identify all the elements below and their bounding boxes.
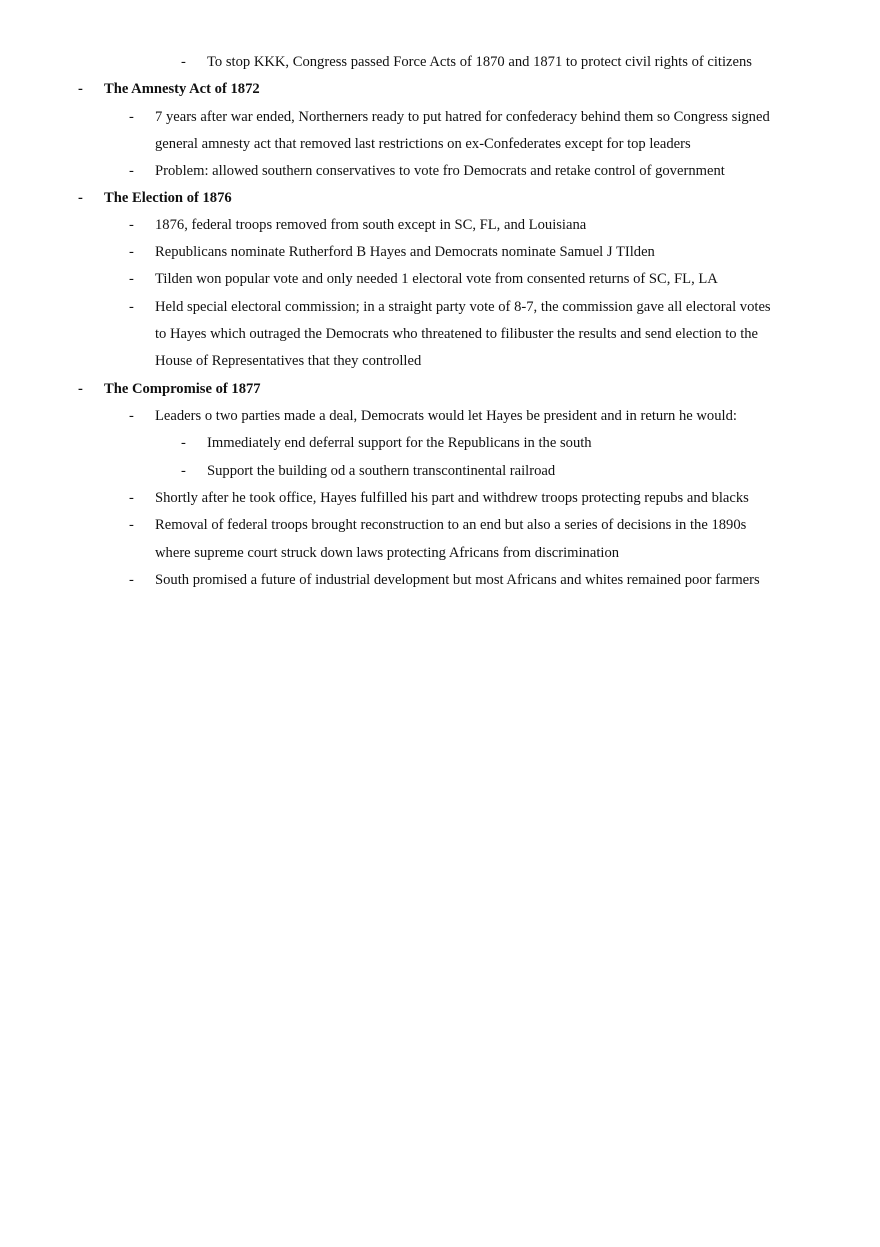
section-heading-compromise-1877: The Compromise of 1877	[104, 381, 261, 397]
bullet-dash: -	[181, 54, 186, 70]
sub-list-item: Support the building od a southern transcontinental railroad	[207, 463, 556, 479]
bullet-dash: -	[129, 490, 134, 506]
section-bullet: -	[78, 381, 83, 397]
section-bullet: -	[78, 81, 83, 97]
bullet-dash: -	[129, 244, 134, 260]
section-heading-amnesty-act: The Amnesty Act of 1872	[104, 81, 260, 97]
list-item-line: general amnesty act that removed last restrictions on ex-Confederates except for top leaders	[155, 136, 691, 152]
bullet-dash: -	[181, 463, 186, 479]
bullet-dash: -	[181, 435, 186, 451]
list-item-line: Held special electoral commission; in a straight party vote of 8-7, the commission gave all electoral votes	[155, 299, 771, 315]
list-item-line: where supreme court struck down laws protecting Africans from discrimination	[155, 545, 620, 561]
bullet-dash: -	[129, 408, 134, 424]
section-heading-election-1876: The Election of 1876	[104, 190, 232, 206]
list-item-line: Removal of federal troops brought reconstruction to an end but also a series of decisions in the 1890s	[155, 517, 747, 533]
intro-item-text: To stop KKK, Congress passed Force Acts of 1870 and 1871 to protect civil rights of citizens	[207, 54, 752, 70]
list-item-line: South promised a future of industrial development but most Africans and whites remained poor farmers	[155, 572, 760, 588]
list-item-line: House of Representatives that they controlled	[155, 353, 422, 369]
list-item-line: to Hayes which outraged the Democrats who threatened to filibuster the results and send election to the	[155, 326, 759, 342]
bullet-dash: -	[129, 217, 134, 233]
section-bullet: -	[78, 190, 83, 206]
bullet-dash: -	[129, 517, 134, 533]
bullet-dash: -	[129, 271, 134, 287]
list-item-line: Leaders o two parties made a deal, Democrats would let Hayes be president and in return he would:	[155, 408, 737, 424]
list-item-line: 1876, federal troops removed from south except in SC, FL, and Louisiana	[155, 217, 587, 233]
bullet-dash: -	[129, 109, 134, 125]
list-item-line: Shortly after he took office, Hayes fulfilled his part and withdrew troops protecting repubs and blacks	[155, 490, 749, 506]
bullet-dash: -	[129, 572, 134, 588]
list-item-line: Republicans nominate Rutherford B Hayes and Democrats nominate Samuel J TIlden	[155, 244, 655, 260]
list-item-line: 7 years after war ended, Northerners ready to put hatred for confederacy behind them so Congress signed	[155, 109, 770, 125]
bullet-dash: -	[129, 163, 134, 179]
list-item-line: Problem: allowed southern conservatives to vote fro Democrats and retake control of government	[155, 163, 725, 179]
sub-list-item: Immediately end deferral support for the Republicans in the south	[207, 435, 592, 451]
list-item-line: Tilden won popular vote and only needed 1 electoral vote from consented returns of SC, FL, LA	[155, 271, 718, 287]
bullet-dash: -	[129, 299, 134, 315]
